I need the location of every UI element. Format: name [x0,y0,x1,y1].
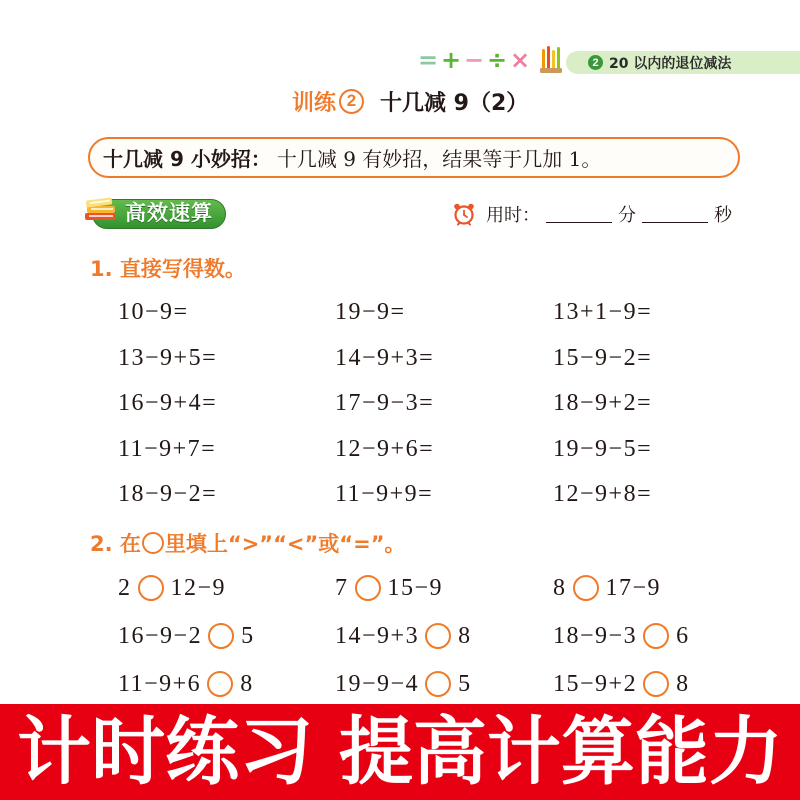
tip-text: 十几减 9 有妙招，结果等于几加 1。 [276,147,602,171]
equation-item: 19−9−5= [553,435,653,462]
books-icon [83,193,119,223]
comparison-left: 7 [335,574,349,601]
promo-banner [0,704,800,800]
answer-circle[interactable] [207,671,233,697]
comparison-item [335,575,553,602]
comparison-right: 5 [241,622,255,649]
comparison-left: 11−9+6 [118,670,202,697]
promo-banner-text: 计时练习 提高计算能力 [17,709,783,795]
answer-circle[interactable] [355,575,381,601]
lesson-title-text: 十几减 9（2） [380,90,529,116]
comparison-right: 8 [240,670,254,697]
comparison-item [118,575,335,602]
equals-symbol-icon: = [418,46,439,74]
equation-item: 15−9−2= [553,344,653,371]
circle-blank-icon [142,532,164,554]
times-symbol-icon: × [510,46,531,74]
answer-circle[interactable] [425,623,451,649]
comparison-item [553,575,703,602]
comparison-left: 15−9+2 [553,670,638,697]
comparison-item [118,671,335,698]
comparison-right: 8 [676,670,690,697]
comparison-item [118,623,335,650]
exercise-2-heading [90,528,406,558]
equation-item: 14−9+3= [335,344,435,371]
equation-item: 12−9+8= [553,481,653,508]
comparison-item [335,623,553,650]
alarm-clock-icon [452,202,476,226]
comparison-left: 14−9+3 [335,622,420,649]
chapter-number-badge: 2 [588,55,603,70]
comparison-item [335,671,553,698]
answer-circle[interactable] [643,671,669,697]
speed-calc-badge [92,199,226,229]
comparison-right: 12−9 [170,574,227,601]
equation-item: 10−9= [118,299,189,326]
exercise-1-grid [118,290,693,518]
timer-field [452,200,732,228]
answer-circle[interactable] [573,575,599,601]
counting-sticks-icon [540,44,562,74]
minutes-blank[interactable] [546,221,612,223]
lesson-title-prefix: 训练 [292,90,337,116]
tip-label: 十几减 9 小妙招： [103,147,271,171]
comparison-left: 2 [118,574,132,601]
comparison-right: 5 [458,670,472,697]
exercise-2-heading-prefix: 2. 在 [90,532,141,556]
lesson-title [292,86,528,116]
seconds-unit: 秒 [714,205,732,226]
comparison-item [553,671,703,698]
chapter-title: 20 以内的退位减法 [609,55,732,72]
comparison-right: 8 [458,622,472,649]
comparison-left: 16−9−2 [118,622,203,649]
equation-item: 11−9+7= [118,435,217,462]
equation-item: 13−9+5= [118,344,218,371]
comparison-left: 19−9−4 [335,670,420,697]
answer-circle[interactable] [643,623,669,649]
exercise-2-heading-suffix: 里填上“>”“<”或“=”。 [164,532,406,556]
equation-item: 13+1−9= [553,299,653,326]
exercise-2-grid [118,564,703,708]
answer-circle[interactable] [208,623,234,649]
exercise-1-heading: 1. 直接写得数。 [90,257,246,281]
equation-item: 18−9+2= [553,390,653,417]
divide-symbol-icon: ÷ [487,46,508,74]
comparison-item [553,623,703,650]
speed-calc-label: 高效速算 [125,201,213,225]
timer-label: 用时： [486,205,540,226]
lesson-number-badge: 2 [339,89,364,114]
math-symbols-decoration [418,45,530,75]
comparison-right: 17−9 [605,574,662,601]
tip-box [88,137,740,178]
equation-item: 11−9+9= [335,481,434,508]
chapter-banner [566,51,800,74]
comparison-right: 6 [676,622,690,649]
minus-symbol-icon: − [464,46,485,74]
answer-circle[interactable] [425,671,451,697]
comparison-left: 18−9−3 [553,622,638,649]
equation-item: 18−9−2= [118,481,218,508]
seconds-blank[interactable] [642,221,708,223]
equation-item: 12−9+6= [335,435,435,462]
plus-symbol-icon: + [441,46,462,74]
comparison-left: 8 [553,574,567,601]
minutes-unit: 分 [618,205,636,226]
answer-circle[interactable] [138,575,164,601]
equation-item: 19−9= [335,299,406,326]
comparison-right: 15−9 [387,574,444,601]
equation-item: 16−9+4= [118,390,218,417]
equation-item: 17−9−3= [335,390,435,417]
